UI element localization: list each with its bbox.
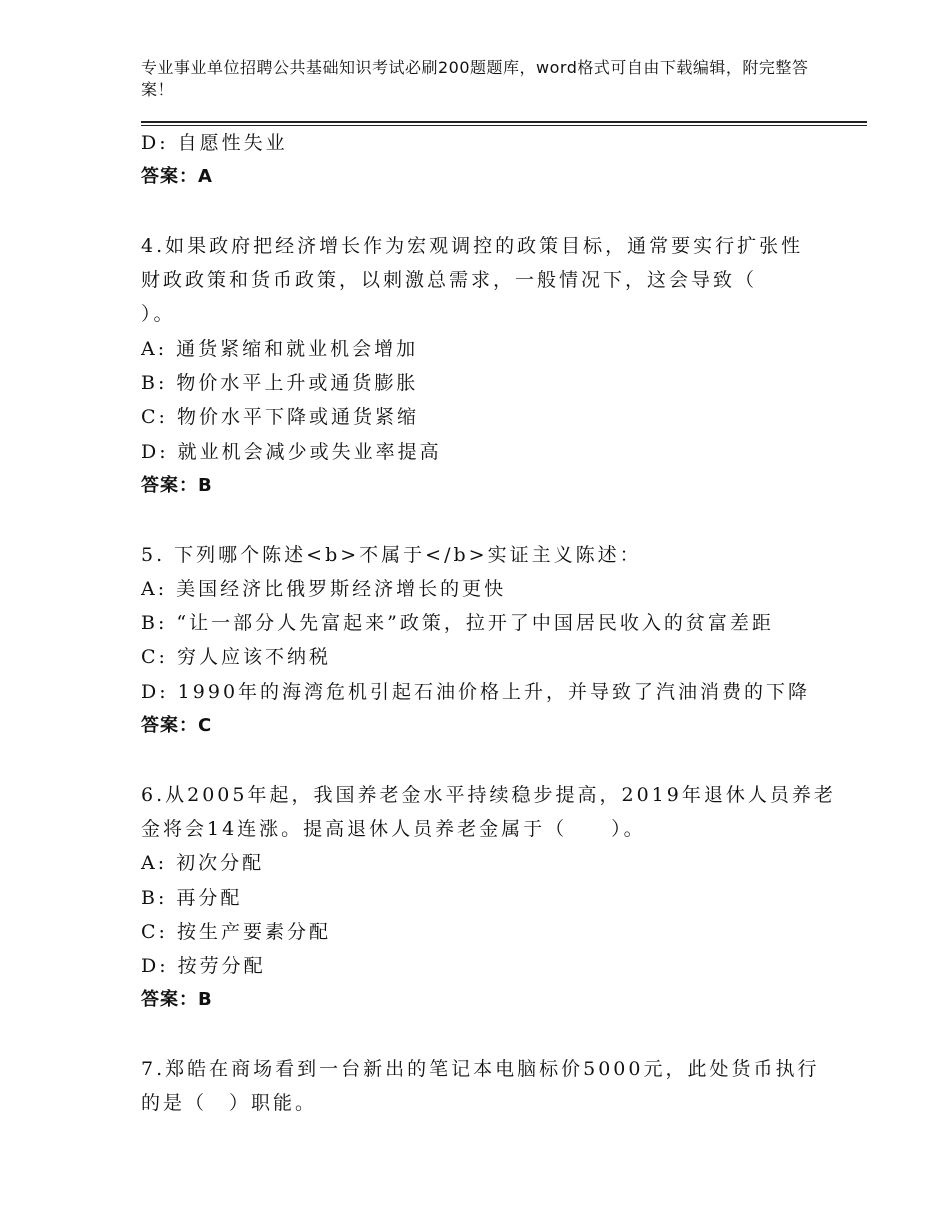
- q5-option-a: A: 美国经济比俄罗斯经济增长的更快: [141, 577, 507, 600]
- q6-stem-line2: 金将会14连涨。提高退休人员养老金属于（ ）。: [141, 817, 646, 840]
- q4-stem-line1: 4.如果政府把经济增长作为宏观调控的政策目标，通常要实行扩张性: [141, 234, 804, 257]
- spacer: [141, 195, 821, 229]
- q5-stem-line1: 5. 下列哪个陈述<b>不属于</b>实证主义陈述：: [141, 543, 642, 566]
- q6-option-c: C: 按生产要素分配: [141, 920, 331, 943]
- q6-option-b: B: 再分配: [141, 886, 243, 909]
- q7-stem-line2: 的是（ ）职能。: [141, 1092, 318, 1115]
- q4-answer: 答案：B: [141, 474, 213, 496]
- q6-option-d: D: 按劳分配: [141, 955, 266, 978]
- q5-option-b: B: “让一部分人先富起来”政策，拉开了中国居民收入的贫富差距: [141, 612, 774, 635]
- header-rule-thick: [141, 121, 867, 123]
- q3-answer: 答案：A: [141, 166, 213, 188]
- spacer: [141, 503, 821, 537]
- q5-option-c: C: 穷人应该不纳税: [141, 646, 331, 669]
- q4-option-c: C: 物价水平下降或通货紧缩: [141, 406, 419, 429]
- q4-option-b: B: 物价水平上升或通货膨胀: [141, 372, 419, 395]
- q6-answer: 答案：B: [141, 989, 213, 1011]
- q6-option-a: A: 初次分配: [141, 852, 265, 875]
- spacer: [141, 743, 821, 777]
- q4-stem-line3: ）。: [141, 303, 176, 326]
- spacer: [141, 1018, 821, 1052]
- page-header: 专业事业单位招聘公共基础知识考试必刷200题题库，word格式可自由下载编辑，附完整答案！: [141, 58, 809, 99]
- q5-option-d: D: 1990年的海湾危机引起石油价格上升，并导致了汽油消费的下降: [141, 680, 811, 703]
- q3-option-d: D: 自愿性失业: [141, 132, 288, 154]
- q5-answer: 答案：C: [141, 715, 213, 737]
- q4-option-d: D: 就业机会减少或失业率提高: [141, 440, 442, 463]
- q7-stem-line1: 7.郑皓在商场看到一台新出的笔记本电脑标价5000元，此处货币执行: [141, 1058, 820, 1081]
- question-content: [141, 126, 836, 1121]
- q6-stem-line1: 6.从2005年起，我国养老金水平持续稳步提高，2019年退休人员养老: [141, 783, 836, 806]
- q4-stem-line2: 财政政策和货币政策，以刺激总需求，一般情况下，这会导致（: [141, 269, 758, 292]
- q4-option-a: A: 通货紧缩和就业机会增加: [141, 337, 419, 360]
